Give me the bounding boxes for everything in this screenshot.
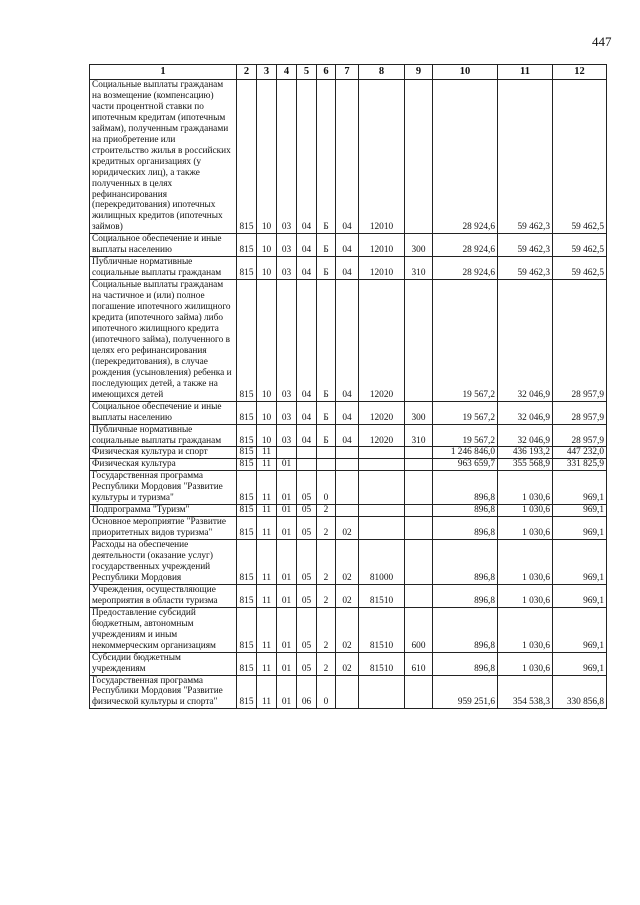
cell-subsection [277, 447, 297, 459]
cell-amount-year2: 1 030,6 [498, 471, 553, 505]
table-row [90, 234, 607, 257]
cell-subprogram: 0 [317, 675, 336, 709]
cell-amount-year2: 355 568,9 [498, 459, 553, 471]
cell-amount-year1: 963 659,7 [433, 459, 498, 471]
cell-subsection: 01 [277, 505, 297, 517]
table-row [90, 675, 607, 709]
cell-section: 11 [257, 505, 277, 517]
cell-code-admin: 815 [237, 505, 257, 517]
cell-program: 05 [297, 540, 317, 585]
column-header: 5 [297, 65, 317, 80]
cell-amount-year3: 969,1 [553, 652, 607, 675]
cell-expense-type [405, 675, 433, 709]
cell-code-admin: 815 [237, 517, 257, 540]
cell-amount-year3: 447 232,0 [553, 447, 607, 459]
cell-program: 05 [297, 607, 317, 652]
cell-event: 04 [336, 280, 359, 401]
cell-item-name: Государственная программа Республики Мордовия "Развитие физической культуры и спорта" [90, 675, 237, 709]
cell-amount-year3: 59 462,5 [553, 80, 607, 234]
cell-program: 04 [297, 234, 317, 257]
cell-event [336, 447, 359, 459]
cell-event: 02 [336, 652, 359, 675]
cell-amount-year3: 59 462,5 [553, 257, 607, 280]
cell-section: 11 [257, 607, 277, 652]
cell-code-admin: 815 [237, 471, 257, 505]
cell-subsection: 03 [277, 257, 297, 280]
cell-event: 02 [336, 517, 359, 540]
table-header-row [90, 65, 607, 80]
cell-code-admin: 815 [237, 540, 257, 585]
cell-expense-type: 310 [405, 424, 433, 447]
cell-amount-year1: 19 567,2 [433, 280, 498, 401]
cell-subprogram: Б [317, 234, 336, 257]
cell-amount-year2: 59 462,3 [498, 234, 553, 257]
table-row [90, 459, 607, 471]
cell-amount-year1: 1 246 846,0 [433, 447, 498, 459]
column-header: 9 [405, 65, 433, 80]
cell-item-name: Социальные выплаты гражданам на частичное и (или) полное погашение ипотечного жилищного кредита (ипотечного займа) либо ипотечного жилищного кредита (ипотечного займа), полученного в целях его рефинансирования (перекредитования), в случае рождения (усыновления) ребенка и последующих детей, а также на имеющихся детей [90, 280, 237, 401]
cell-amount-year3: 59 462,5 [553, 234, 607, 257]
cell-section: 11 [257, 471, 277, 505]
cell-subprogram [317, 447, 336, 459]
table-row [90, 401, 607, 424]
cell-expense-type: 300 [405, 401, 433, 424]
cell-item-name: Социальное обеспечение и иные выплаты населению [90, 401, 237, 424]
cell-item-name: Публичные нормативные социальные выплаты гражданам [90, 424, 237, 447]
table-row [90, 447, 607, 459]
table-row [90, 584, 607, 607]
cell-direction: 12010 [359, 234, 405, 257]
table-row [90, 257, 607, 280]
table-body [90, 80, 607, 709]
cell-program: 05 [297, 584, 317, 607]
cell-expense-type [405, 447, 433, 459]
cell-subprogram: Б [317, 257, 336, 280]
column-header: 7 [336, 65, 359, 80]
cell-expense-type [405, 459, 433, 471]
cell-direction [359, 675, 405, 709]
cell-section: 10 [257, 80, 277, 234]
cell-expense-type [405, 505, 433, 517]
cell-code-admin: 815 [237, 257, 257, 280]
cell-item-name: Субсидии бюджетным учреждениям [90, 652, 237, 675]
table-row [90, 517, 607, 540]
cell-amount-year2: 59 462,3 [498, 80, 553, 234]
cell-section: 11 [257, 517, 277, 540]
cell-item-name: Основное мероприятие "Развитие приоритетных видов туризма" [90, 517, 237, 540]
cell-direction: 81510 [359, 584, 405, 607]
cell-subprogram: 2 [317, 505, 336, 517]
cell-direction [359, 505, 405, 517]
cell-amount-year1: 896,8 [433, 540, 498, 585]
cell-section: 11 [257, 447, 277, 459]
cell-code-admin: 815 [237, 459, 257, 471]
cell-amount-year2: 1 030,6 [498, 652, 553, 675]
cell-amount-year2: 1 030,6 [498, 505, 553, 517]
cell-program [297, 459, 317, 471]
cell-section: 11 [257, 540, 277, 585]
cell-expense-type [405, 471, 433, 505]
cell-amount-year1: 896,8 [433, 652, 498, 675]
cell-event: 04 [336, 401, 359, 424]
cell-expense-type: 310 [405, 257, 433, 280]
cell-code-admin: 815 [237, 584, 257, 607]
cell-amount-year1: 19 567,2 [433, 424, 498, 447]
cell-subprogram: 2 [317, 607, 336, 652]
cell-amount-year3: 969,1 [553, 540, 607, 585]
cell-code-admin: 815 [237, 447, 257, 459]
cell-subsection: 01 [277, 459, 297, 471]
cell-expense-type [405, 540, 433, 585]
table-row [90, 652, 607, 675]
cell-subprogram: Б [317, 280, 336, 401]
cell-section: 10 [257, 401, 277, 424]
cell-amount-year2: 32 046,9 [498, 401, 553, 424]
cell-event [336, 675, 359, 709]
cell-item-name: Публичные нормативные социальные выплаты гражданам [90, 257, 237, 280]
cell-amount-year1: 959 251,6 [433, 675, 498, 709]
cell-direction [359, 459, 405, 471]
cell-event: 02 [336, 540, 359, 585]
cell-amount-year2: 1 030,6 [498, 584, 553, 607]
cell-amount-year3: 969,1 [553, 505, 607, 517]
cell-item-name: Физическая культура и спорт [90, 447, 237, 459]
cell-event: 04 [336, 424, 359, 447]
cell-program: 04 [297, 424, 317, 447]
cell-amount-year3: 28 957,9 [553, 280, 607, 401]
column-header: 3 [257, 65, 277, 80]
cell-direction: 12010 [359, 80, 405, 234]
cell-expense-type [405, 80, 433, 234]
cell-code-admin: 815 [237, 234, 257, 257]
cell-program: 04 [297, 80, 317, 234]
cell-section: 11 [257, 459, 277, 471]
cell-direction: 12010 [359, 257, 405, 280]
cell-program: 05 [297, 471, 317, 505]
cell-expense-type: 300 [405, 234, 433, 257]
cell-amount-year2: 354 538,3 [498, 675, 553, 709]
cell-subsection: 03 [277, 424, 297, 447]
cell-subsection: 03 [277, 401, 297, 424]
cell-amount-year3: 330 856,8 [553, 675, 607, 709]
cell-amount-year3: 331 825,9 [553, 459, 607, 471]
cell-subprogram: 2 [317, 517, 336, 540]
cell-program: 04 [297, 401, 317, 424]
cell-expense-type: 610 [405, 652, 433, 675]
column-header: 2 [237, 65, 257, 80]
cell-section: 11 [257, 675, 277, 709]
cell-direction [359, 471, 405, 505]
column-header: 12 [553, 65, 607, 80]
cell-direction: 81000 [359, 540, 405, 585]
cell-code-admin: 815 [237, 652, 257, 675]
cell-code-admin: 815 [237, 80, 257, 234]
column-header: 11 [498, 65, 553, 80]
cell-amount-year3: 969,1 [553, 607, 607, 652]
cell-program: 04 [297, 280, 317, 401]
cell-subsection: 03 [277, 234, 297, 257]
cell-amount-year2: 32 046,9 [498, 424, 553, 447]
cell-subprogram: 2 [317, 584, 336, 607]
cell-direction [359, 517, 405, 540]
page-number: 447 [592, 34, 612, 49]
cell-item-name: Расходы на обеспечение деятельности (оказание услуг) государственных учреждений Республики Мордовия [90, 540, 237, 585]
cell-subprogram: Б [317, 424, 336, 447]
cell-section: 10 [257, 234, 277, 257]
cell-section: 11 [257, 652, 277, 675]
cell-subsection: 01 [277, 540, 297, 585]
cell-direction: 12020 [359, 424, 405, 447]
cell-event [336, 505, 359, 517]
table-row [90, 80, 607, 234]
table-row [90, 471, 607, 505]
cell-section: 10 [257, 280, 277, 401]
cell-direction: 12020 [359, 401, 405, 424]
cell-amount-year1: 896,8 [433, 607, 498, 652]
cell-subsection: 01 [277, 471, 297, 505]
cell-subprogram: Б [317, 80, 336, 234]
cell-amount-year3: 28 957,9 [553, 424, 607, 447]
cell-amount-year3: 969,1 [553, 584, 607, 607]
column-header: 4 [277, 65, 297, 80]
cell-subprogram [317, 459, 336, 471]
cell-expense-type [405, 517, 433, 540]
cell-amount-year2: 59 462,3 [498, 257, 553, 280]
cell-subsection: 01 [277, 652, 297, 675]
table-row [90, 505, 607, 517]
cell-program [297, 447, 317, 459]
cell-amount-year3: 969,1 [553, 517, 607, 540]
cell-direction: 81510 [359, 652, 405, 675]
cell-event: 04 [336, 234, 359, 257]
cell-subsection: 01 [277, 517, 297, 540]
cell-code-admin: 815 [237, 401, 257, 424]
cell-code-admin: 815 [237, 424, 257, 447]
cell-amount-year2: 1 030,6 [498, 517, 553, 540]
cell-amount-year1: 28 924,6 [433, 257, 498, 280]
cell-amount-year2: 436 193,2 [498, 447, 553, 459]
cell-expense-type [405, 280, 433, 401]
cell-program: 05 [297, 505, 317, 517]
cell-amount-year1: 28 924,6 [433, 234, 498, 257]
cell-code-admin: 815 [237, 607, 257, 652]
cell-expense-type [405, 584, 433, 607]
cell-amount-year2: 1 030,6 [498, 607, 553, 652]
column-header: 10 [433, 65, 498, 80]
cell-subsection: 03 [277, 280, 297, 401]
cell-code-admin: 815 [237, 280, 257, 401]
cell-item-name: Социальные выплаты гражданам на возмещение (компенсацию) части процентной ставки по ипотечным кредитам (ипотечным займам), полученным гражданами на приобретение или строительство жилья в российских кредитных организациях (у юридических лиц), а также полученных в целях рефинансирования (перекредитования) ипотечных жилищных кредитов (ипотечных займов) [90, 80, 237, 234]
cell-item-name: Физическая культура [90, 459, 237, 471]
cell-amount-year3: 28 957,9 [553, 401, 607, 424]
cell-event: 02 [336, 607, 359, 652]
cell-subprogram: Б [317, 401, 336, 424]
cell-amount-year2: 32 046,9 [498, 280, 553, 401]
cell-subsection: 01 [277, 675, 297, 709]
cell-subsection: 03 [277, 80, 297, 234]
cell-direction: 81510 [359, 607, 405, 652]
column-header: 6 [317, 65, 336, 80]
cell-amount-year1: 19 567,2 [433, 401, 498, 424]
cell-section: 10 [257, 424, 277, 447]
cell-amount-year1: 896,8 [433, 505, 498, 517]
column-header: 8 [359, 65, 405, 80]
cell-section: 11 [257, 584, 277, 607]
cell-item-name: Подпрограмма "Туризм" [90, 505, 237, 517]
table-row [90, 280, 607, 401]
cell-item-name: Социальное обеспечение и иные выплаты населению [90, 234, 237, 257]
budget-table [89, 64, 607, 709]
cell-code-admin: 815 [237, 675, 257, 709]
cell-expense-type: 600 [405, 607, 433, 652]
cell-amount-year2: 1 030,6 [498, 540, 553, 585]
cell-program: 05 [297, 652, 317, 675]
cell-amount-year1: 896,8 [433, 517, 498, 540]
cell-direction [359, 447, 405, 459]
cell-amount-year1: 896,8 [433, 584, 498, 607]
cell-event: 04 [336, 80, 359, 234]
cell-event: 04 [336, 257, 359, 280]
cell-event: 02 [336, 584, 359, 607]
cell-amount-year3: 969,1 [553, 471, 607, 505]
cell-item-name: Государственная программа Республики Мордовия "Развитие культуры и туризма" [90, 471, 237, 505]
cell-subprogram: 0 [317, 471, 336, 505]
cell-subprogram: 2 [317, 540, 336, 585]
cell-event [336, 471, 359, 505]
table-row [90, 607, 607, 652]
cell-subprogram: 2 [317, 652, 336, 675]
cell-item-name: Учреждения, осуществляющие мероприятия в области туризма [90, 584, 237, 607]
cell-item-name: Предоставление субсидий бюджетным, автономным учреждениям и иным некоммерческим организациям [90, 607, 237, 652]
cell-program: 06 [297, 675, 317, 709]
cell-program: 04 [297, 257, 317, 280]
cell-subsection: 01 [277, 584, 297, 607]
cell-section: 10 [257, 257, 277, 280]
cell-program: 05 [297, 517, 317, 540]
cell-amount-year1: 28 924,6 [433, 80, 498, 234]
table-row [90, 540, 607, 585]
cell-event [336, 459, 359, 471]
table-row [90, 424, 607, 447]
column-header: 1 [90, 65, 237, 80]
cell-amount-year1: 896,8 [433, 471, 498, 505]
cell-subsection: 01 [277, 607, 297, 652]
cell-direction: 12020 [359, 280, 405, 401]
